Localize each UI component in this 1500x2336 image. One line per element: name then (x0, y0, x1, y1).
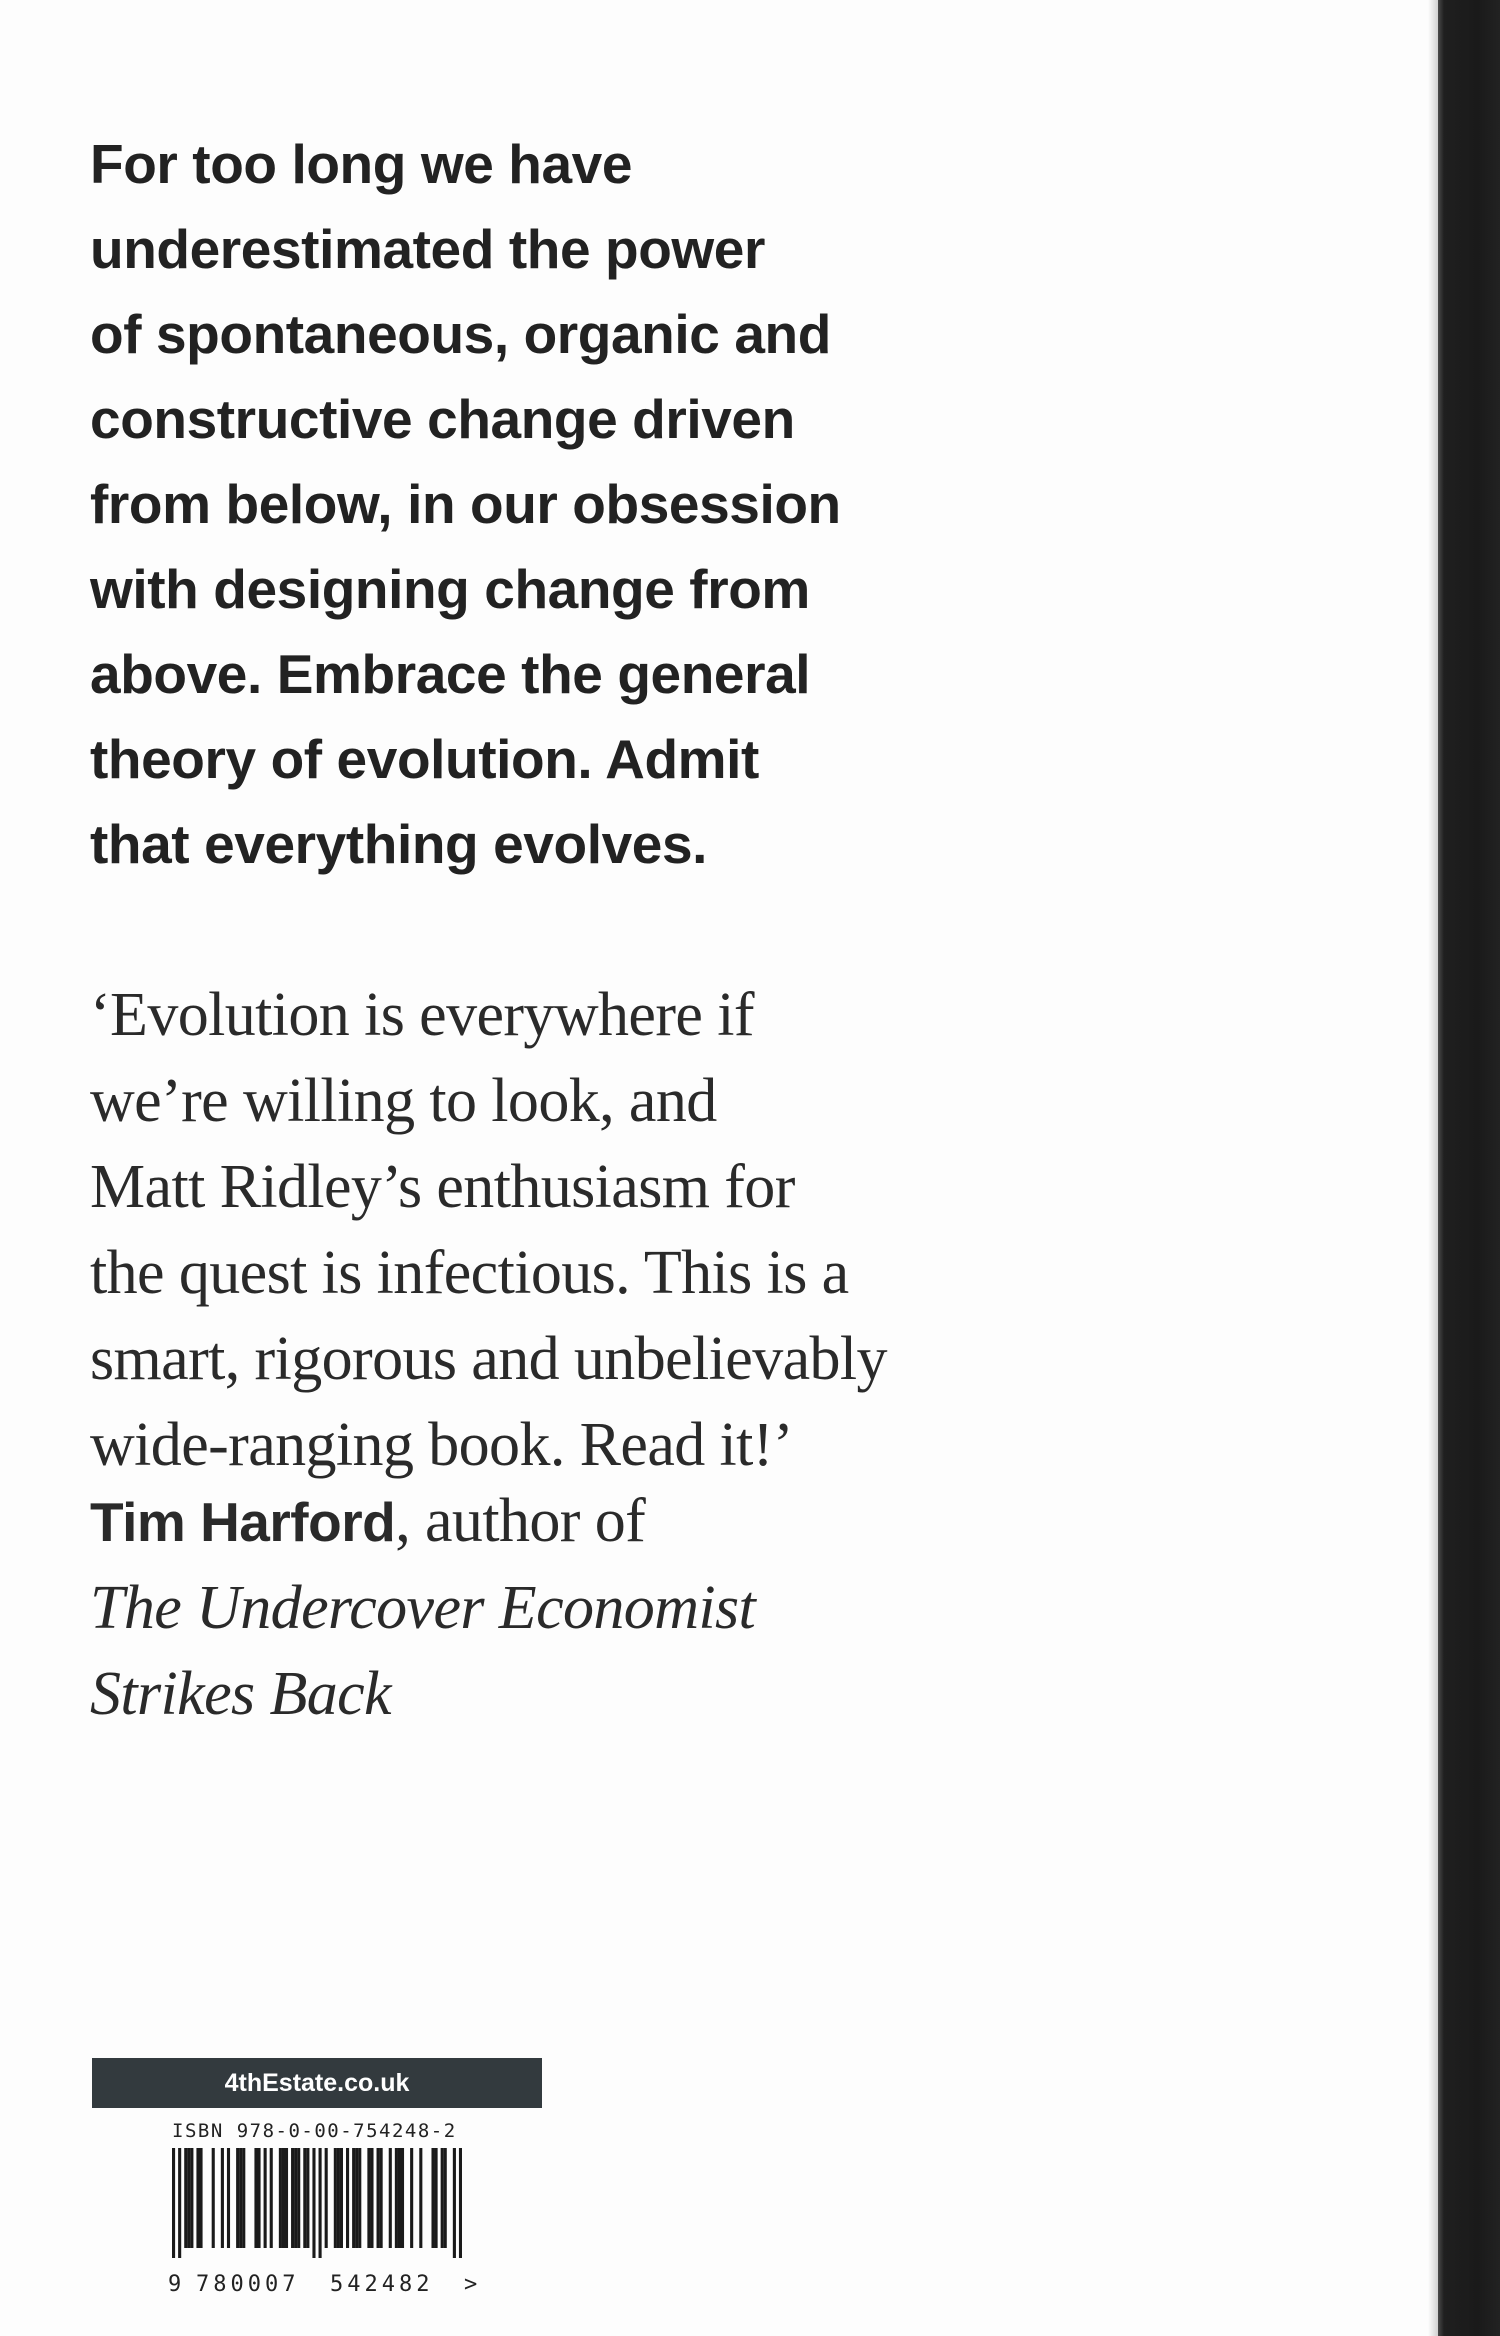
barcode-bar (282, 2148, 285, 2248)
barcode-bar (334, 2148, 337, 2248)
barcode-bar (306, 2148, 309, 2248)
barcode-bar (346, 2148, 349, 2248)
barcode-bar (389, 2148, 392, 2248)
barcode-bar (285, 2148, 288, 2248)
barcode-digits (166, 2265, 486, 2299)
barcode-bar (303, 2148, 306, 2248)
barcode-bar (187, 2148, 190, 2248)
quote-line: smart, rigorous and unbelievably (90, 1325, 887, 1393)
publisher-website: 4thEstate.co.uk (224, 2069, 410, 2097)
barcode-bar (444, 2148, 447, 2248)
cited-book-title: The Undercover Economist (90, 1574, 756, 1642)
barcode-bar (355, 2148, 358, 2248)
quote-line: the quest is infectious. This is a (90, 1239, 849, 1307)
barcode-bar (459, 2148, 462, 2258)
publisher-website-banner (92, 2058, 542, 2108)
barcode-bar (172, 2148, 175, 2258)
barcode-bar (221, 2148, 224, 2248)
barcode-bar (279, 2148, 282, 2248)
barcode-left-group: 780007 (196, 2272, 300, 2297)
quote-line: Matt Ridley’s enthusiasm for (90, 1153, 795, 1221)
barcode-bar (398, 2148, 401, 2248)
cover-blurb (90, 122, 970, 887)
author-role: , author of (395, 1487, 646, 1555)
quote-line: ‘Evolution is everywhere if (90, 981, 754, 1049)
barcode-bar (199, 2148, 202, 2248)
barcode-bar (358, 2148, 361, 2248)
barcode-bar (435, 2148, 438, 2248)
barcode-bar (337, 2148, 340, 2248)
blurb-line: above. Embrace the general (90, 643, 811, 705)
barcode-bar (367, 2148, 370, 2248)
barcode-bar (212, 2148, 215, 2248)
barcode-bar (236, 2148, 239, 2248)
isbn-barcode (172, 2148, 462, 2258)
barcode-bar (380, 2148, 383, 2248)
barcode-bar (312, 2148, 315, 2258)
barcode-bar (196, 2148, 199, 2248)
barcode-bar (401, 2148, 404, 2248)
barcode-bar (453, 2148, 456, 2258)
quote-author: Tim Harford (90, 1491, 396, 1553)
blurb-line: with designing change from (90, 558, 810, 620)
quote-attribution (90, 1478, 990, 1737)
blurb-line: constructive change driven (90, 388, 795, 450)
spine-shadow (1428, 0, 1438, 2336)
barcode-bar (190, 2148, 193, 2248)
blurb-line: For too long we have (90, 133, 633, 195)
isbn-label: ISBN 978-0-00-754248-2 (172, 2120, 457, 2142)
barcode-lead-digit: 9 (168, 2272, 182, 2297)
barcode-bar (178, 2148, 181, 2258)
barcode-bar (291, 2148, 294, 2248)
barcode-bar (441, 2148, 444, 2248)
barcode-bar (352, 2148, 355, 2248)
quote-line: wide-ranging book. Read it!’ (90, 1411, 793, 1479)
barcode-bar (294, 2148, 297, 2248)
barcode-bar (254, 2148, 257, 2248)
blurb-line: that everything evolves. (90, 813, 708, 875)
barcode-bar (227, 2148, 230, 2248)
barcode-bar (377, 2148, 380, 2248)
barcode-right-group: 542482 (330, 2272, 434, 2297)
barcode-bar (184, 2148, 187, 2248)
review-quote (90, 972, 1050, 1488)
blurb-line: from below, in our obsession (90, 473, 841, 535)
barcode-bar (264, 2148, 267, 2248)
barcode-bar (325, 2148, 328, 2248)
barcode-bar (419, 2148, 422, 2248)
barcode-bar (370, 2148, 373, 2248)
cited-book-title: Strikes Back (90, 1660, 391, 1728)
barcode-quiet-mark: > (464, 2272, 478, 2297)
blurb-line: of spontaneous, organic and (90, 303, 831, 365)
barcode-bar (319, 2148, 322, 2258)
barcode-bar (270, 2148, 273, 2248)
book-spine-edge (1438, 0, 1500, 2336)
barcode-bar (239, 2148, 242, 2248)
barcode-bar (242, 2148, 245, 2248)
barcode-bar (297, 2148, 300, 2248)
barcode-bar (257, 2148, 260, 2248)
barcode-bar (410, 2148, 413, 2248)
blurb-line: theory of evolution. Admit (90, 728, 759, 790)
blurb-line: underestimated the power (90, 218, 765, 280)
barcode-bar (431, 2148, 434, 2248)
barcode-bar (340, 2148, 343, 2248)
barcode-bar (395, 2148, 398, 2248)
quote-line: we’re willing to look, and (90, 1067, 717, 1135)
